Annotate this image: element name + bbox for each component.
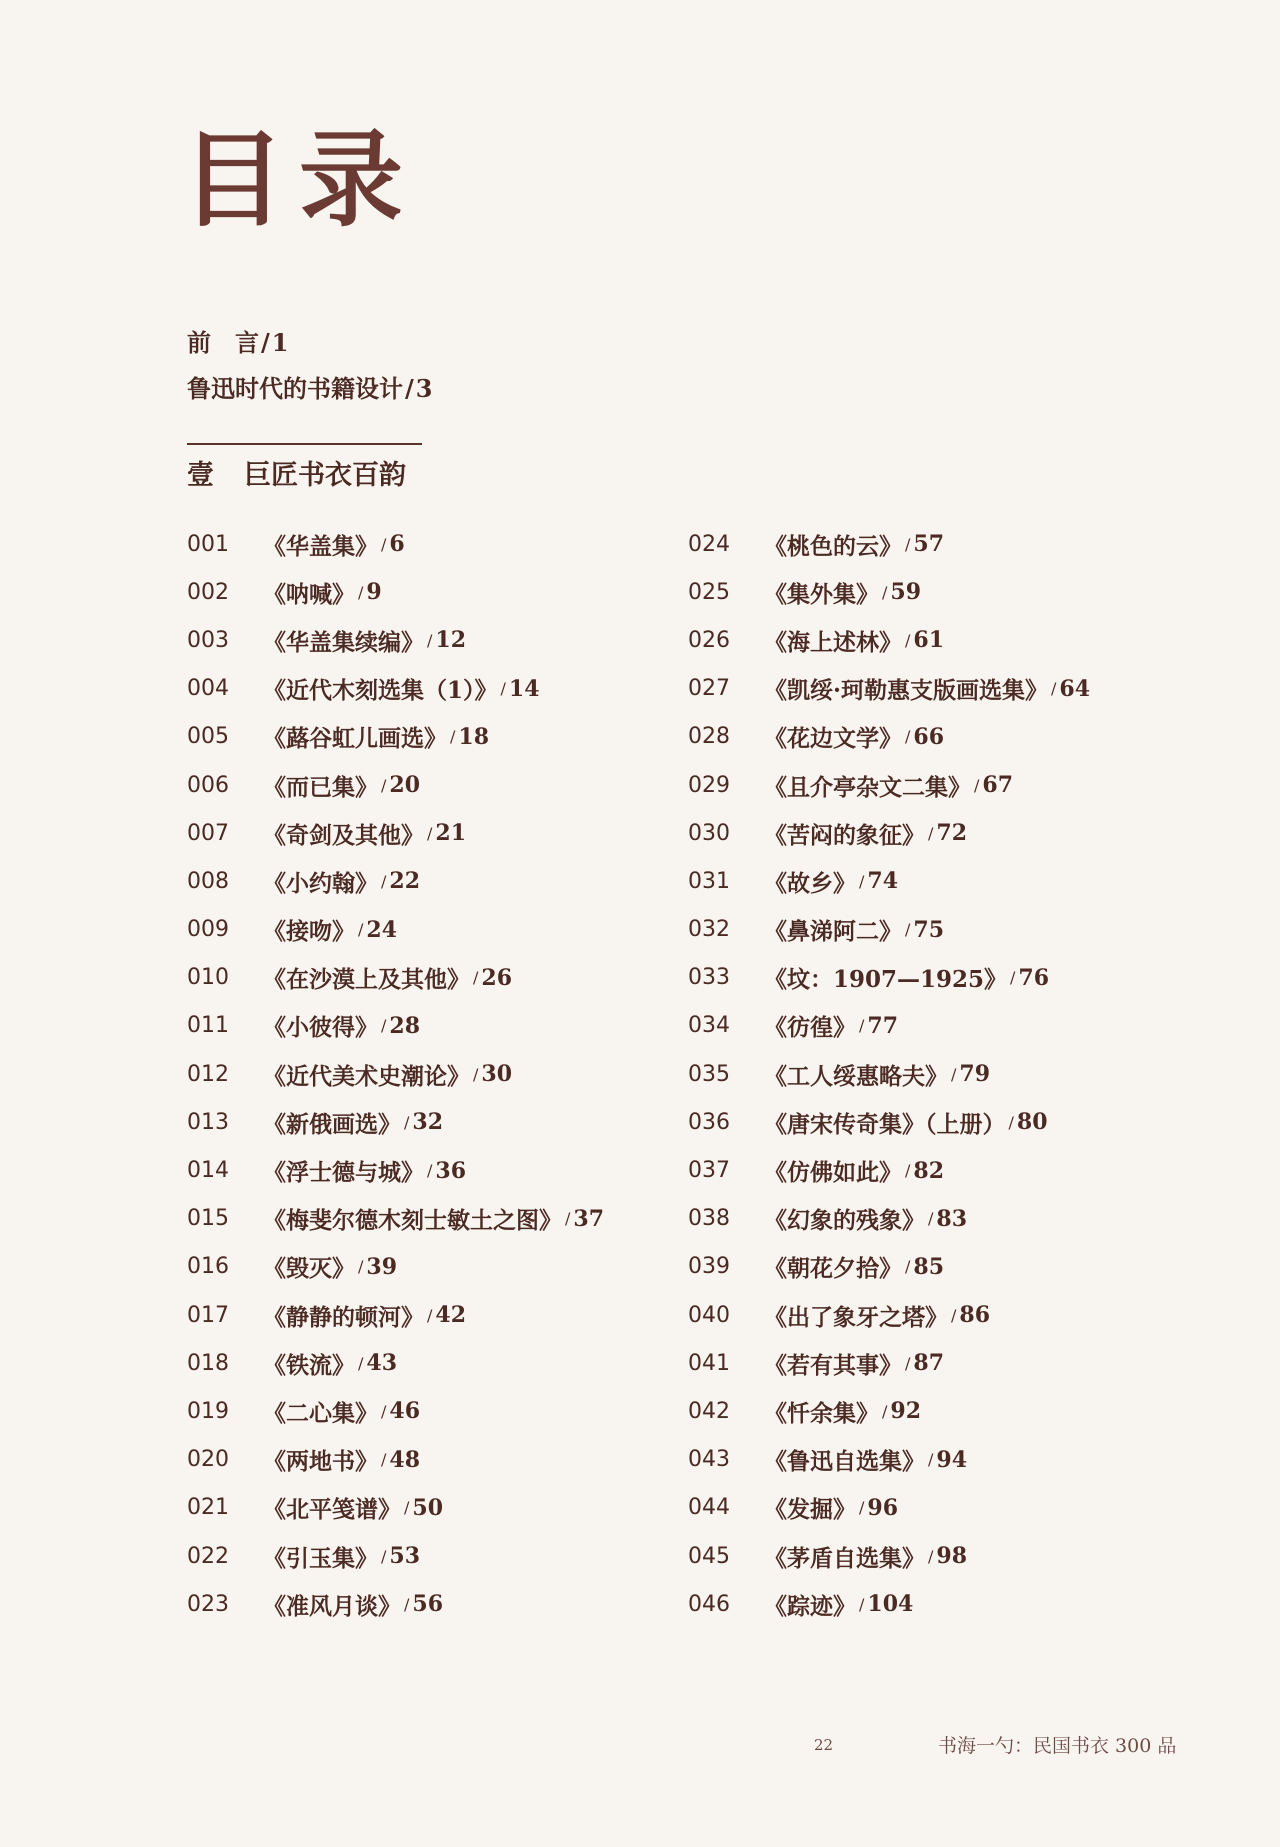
toc-entry[interactable]	[688, 1243, 1208, 1291]
toc-entry-title: 《幻象的残象》	[764, 1207, 925, 1235]
toc-entry-number: 039	[688, 1254, 730, 1280]
toc-entry-title: 《忏余集》	[764, 1399, 879, 1427]
separator: /	[404, 1594, 410, 1614]
toc-entry[interactable]	[187, 1243, 707, 1291]
toc-entry-title: 《出了象牙之塔》	[764, 1303, 948, 1331]
toc-entry-number: 020	[187, 1447, 229, 1473]
toc-entry-page: 104	[867, 1591, 914, 1618]
toc-entry-title: 《且介亭杂文二集》	[764, 773, 971, 801]
toc-entry-number: 028	[688, 724, 730, 750]
toc-entry-title: 《鼻涕阿二》	[764, 918, 902, 946]
toc-entry-number: 003	[187, 627, 229, 653]
toc-entry-page: 94	[936, 1446, 968, 1473]
separator: /	[928, 823, 934, 843]
toc-entry[interactable]	[187, 713, 707, 761]
separator: /	[427, 1161, 433, 1181]
toc-entry-number: 031	[688, 868, 730, 894]
toc-entry-page: 87	[913, 1350, 945, 1377]
toc-entry-number: 007	[187, 820, 229, 846]
toc-entry[interactable]	[187, 954, 707, 1002]
toc-entry-page: 12	[435, 627, 467, 654]
toc-entry-page: 24	[366, 916, 398, 943]
toc-entry-page: 77	[867, 1012, 899, 1039]
toc-entry-page: 96	[867, 1494, 899, 1521]
separator: /	[381, 871, 387, 891]
toc-entry-page: 79	[959, 1061, 991, 1088]
toc-entry[interactable]	[688, 1291, 1208, 1339]
toc-entry-page: 64	[1059, 675, 1091, 702]
toc-entry-page: 85	[913, 1253, 945, 1280]
toc-entry[interactable]	[688, 1387, 1208, 1435]
toc-entry[interactable]	[187, 809, 707, 857]
toc-entry-page: 21	[435, 820, 467, 847]
footer-page-number: 22	[814, 1736, 834, 1754]
separator: /	[381, 1546, 387, 1566]
toc-entry-number: 041	[688, 1350, 730, 1376]
toc-entry[interactable]	[688, 906, 1208, 954]
separator: /	[427, 1305, 433, 1325]
separator: /	[381, 534, 387, 554]
toc-entry-title: 《奇剑及其他》	[263, 821, 424, 849]
toc-entry[interactable]	[688, 568, 1208, 616]
toc-entry[interactable]	[688, 1580, 1208, 1628]
toc-entry[interactable]	[187, 1387, 707, 1435]
toc-entry-page: 6	[389, 531, 405, 558]
toc-entry-title: 《毁灭》	[263, 1255, 355, 1283]
toc-entry-page: 18	[458, 723, 490, 750]
toc-entry-number: 011	[187, 1013, 229, 1039]
toc-entry[interactable]	[187, 1098, 707, 1146]
toc-entry-title: 《引玉集》	[263, 1544, 378, 1572]
toc-entry[interactable]	[688, 857, 1208, 905]
toc-entry-page: 36	[435, 1157, 467, 1184]
separator: /	[859, 1016, 865, 1036]
separator: /	[404, 1498, 410, 1518]
footer-book-title: 书海一勺：民国书衣 300 品	[938, 1735, 1177, 1757]
separator: /	[500, 679, 506, 699]
separator: /	[450, 727, 456, 747]
toc-entry-page: 48	[389, 1446, 421, 1473]
toc-entry-page: 83	[936, 1205, 968, 1232]
toc-entry-title: 《在沙漠上及其他》	[263, 966, 470, 994]
toc-entry-number: 030	[688, 820, 730, 846]
toc-entry[interactable]	[187, 568, 707, 616]
toc-entry-title: 《集外集》	[764, 580, 879, 608]
toc-entry-page: 98	[936, 1543, 968, 1570]
separator: /	[381, 775, 387, 795]
toc-entry-number: 013	[187, 1109, 229, 1135]
toc-entry-page: 80	[1016, 1109, 1048, 1136]
toc-entry-number: 034	[688, 1013, 730, 1039]
toc-entry-page: 74	[867, 868, 899, 895]
toc-entry-page: 53	[389, 1543, 421, 1570]
toc-entry-number: 004	[187, 676, 229, 702]
separator: /	[565, 1209, 571, 1229]
toc-entry[interactable]	[187, 761, 707, 809]
front-matter-label: 鲁迅时代的书籍设计	[187, 374, 403, 403]
section-heading	[187, 458, 406, 494]
toc-entry-page: 57	[913, 531, 945, 558]
separator: /	[473, 1064, 479, 1084]
toc-entry-page: 28	[389, 1012, 421, 1039]
toc-column-left	[187, 520, 707, 1628]
toc-entry-number: 024	[688, 531, 730, 557]
toc-entry-number: 001	[187, 531, 229, 557]
separator: /	[358, 1257, 364, 1277]
toc-entry-number: 046	[688, 1591, 730, 1617]
section-name: 巨匠书衣百韵	[244, 460, 406, 491]
toc-entry-number: 015	[187, 1206, 229, 1232]
toc-entry-title: 《踪迹》	[764, 1592, 856, 1620]
toc-entry[interactable]	[688, 616, 1208, 664]
toc-entry[interactable]	[688, 1002, 1208, 1050]
toc-entry[interactable]	[187, 857, 707, 905]
toc-entry-title: 《唐宋传奇集》（上册）	[764, 1110, 1006, 1138]
toc-entry-title: 《华盖集续编》	[263, 628, 424, 656]
toc-entry-title: 《近代木刻选集（1）》	[263, 677, 498, 705]
toc-entry[interactable]	[187, 1436, 707, 1484]
toc-entry-title: 《凯绥·珂勒惠支版画选集》	[764, 677, 1049, 705]
toc-entry[interactable]	[688, 761, 1208, 809]
separator: /	[473, 968, 479, 988]
toc-entry[interactable]	[187, 1195, 707, 1243]
toc-entry-number: 010	[187, 965, 229, 991]
separator: /	[404, 1112, 410, 1132]
separator: /	[358, 920, 364, 940]
toc-entry-page: 76	[1018, 964, 1050, 991]
separator: /	[882, 1401, 888, 1421]
separator: /	[381, 1401, 387, 1421]
toc-entry[interactable]	[688, 1195, 1208, 1243]
separator: /	[905, 1353, 911, 1373]
front-matter-page: 1	[271, 328, 289, 357]
separator: /	[859, 1498, 865, 1518]
toc-entry-page: 30	[481, 1061, 513, 1088]
toc-entry-title: 《两地书》	[263, 1448, 378, 1476]
toc-entry-number: 037	[688, 1158, 730, 1184]
toc-entry-title: 《呐喊》	[263, 580, 355, 608]
toc-entry[interactable]	[187, 1484, 707, 1532]
front-matter-preface	[187, 327, 288, 359]
toc-entry[interactable]	[187, 906, 707, 954]
separator: /	[427, 823, 433, 843]
toc-entry[interactable]	[688, 1339, 1208, 1387]
toc-entry[interactable]	[688, 665, 1208, 713]
toc-entry-page: 26	[481, 964, 513, 991]
toc-entry-title: 《北平笺谱》	[263, 1496, 401, 1524]
toc-entry-number: 016	[187, 1254, 229, 1280]
toc-entry[interactable]	[187, 1002, 707, 1050]
toc-entry-number: 017	[187, 1302, 229, 1328]
toc-entry-title: 《工人绥惠略夫》	[764, 1062, 948, 1090]
separator: /	[928, 1450, 934, 1470]
toc-entry-page: 72	[936, 820, 968, 847]
toc-entry[interactable]	[688, 713, 1208, 761]
separator: /	[261, 328, 270, 357]
toc-entry-title: 《浮士德与城》	[263, 1159, 424, 1187]
separator: /	[951, 1064, 957, 1084]
toc-entry-page: 46	[389, 1398, 421, 1425]
toc-entry-page: 75	[913, 916, 945, 943]
toc-entry-number: 009	[187, 917, 229, 943]
toc-entry-title: 《桃色的云》	[764, 532, 902, 560]
toc-entry-page: 67	[982, 772, 1014, 799]
toc-entry[interactable]	[688, 1532, 1208, 1580]
toc-entry[interactable]	[187, 1050, 707, 1098]
toc-entry-title: 《梅斐尔德木刻士敏土之图》	[263, 1207, 562, 1235]
separator: /	[1008, 1112, 1014, 1132]
separator: /	[358, 582, 364, 602]
toc-entry-title: 《铁流》	[263, 1351, 355, 1379]
separator: /	[905, 1161, 911, 1181]
toc-entry-title: 《蕗谷虹儿画选》	[263, 725, 447, 753]
toc-entry-number: 036	[688, 1109, 730, 1135]
separator: /	[905, 630, 911, 650]
separator: /	[358, 1353, 364, 1373]
toc-entry[interactable]	[187, 520, 707, 568]
toc-entry-title: 《准风月谈》	[263, 1592, 401, 1620]
toc-entry-title: 《华盖集》	[263, 532, 378, 560]
toc-entry-title: 《接吻》	[263, 918, 355, 946]
toc-entry-number: 023	[187, 1591, 229, 1617]
front-matter-page: 3	[415, 374, 433, 403]
toc-entry-page: 92	[890, 1398, 922, 1425]
separator: /	[1010, 968, 1016, 988]
toc-entry-title: 《小约翰》	[263, 869, 378, 897]
toc-entry-title: 《彷徨》	[764, 1014, 856, 1042]
toc-entry[interactable]	[187, 1291, 707, 1339]
separator: /	[905, 920, 911, 940]
toc-entry[interactable]	[688, 1436, 1208, 1484]
separator: /	[427, 630, 433, 650]
toc-entry-title: 《静静的顿河》	[263, 1303, 424, 1331]
toc-entry-number: 038	[688, 1206, 730, 1232]
toc-entry-page: 61	[913, 627, 945, 654]
separator: /	[381, 1016, 387, 1036]
separator: /	[859, 871, 865, 891]
toc-entry-page: 59	[890, 579, 922, 606]
toc-entry-title: 《近代美术史潮论》	[263, 1062, 470, 1090]
separator: /	[381, 1450, 387, 1470]
front-matter-essay	[187, 373, 432, 405]
separator: /	[928, 1546, 934, 1566]
separator: /	[905, 727, 911, 747]
toc-entry-page: 39	[366, 1253, 398, 1280]
separator: /	[905, 534, 911, 554]
separator: /	[1051, 679, 1057, 699]
separator: /	[859, 1594, 865, 1614]
toc-entry-number: 026	[688, 627, 730, 653]
toc-entry-number: 019	[187, 1398, 229, 1424]
toc-entry-page: 43	[366, 1350, 398, 1377]
toc-entry-number: 033	[688, 965, 730, 991]
section-divider	[187, 443, 422, 445]
toc-entry[interactable]	[688, 1050, 1208, 1098]
toc-entry[interactable]	[187, 1339, 707, 1387]
toc-entry-number: 027	[688, 676, 730, 702]
toc-entry-title: 《坟：1907—1925》	[764, 966, 1008, 994]
toc-entry[interactable]	[187, 1532, 707, 1580]
toc-entry-page: 66	[913, 723, 945, 750]
toc-entry-number: 005	[187, 724, 229, 750]
toc-entry-title: 《仿佛如此》	[764, 1159, 902, 1187]
toc-entry-page: 86	[959, 1302, 991, 1329]
toc-entry[interactable]	[187, 616, 707, 664]
toc-column-right	[688, 520, 1208, 1628]
toc-entry-page: 56	[412, 1591, 444, 1618]
separator: /	[882, 582, 888, 602]
toc-entry-number: 035	[688, 1061, 730, 1087]
toc-entry-number: 025	[688, 579, 730, 605]
toc-entry[interactable]	[688, 954, 1208, 1002]
toc-entry-page: 42	[435, 1302, 467, 1329]
toc-entry-page: 82	[913, 1157, 945, 1184]
toc-entry-page: 9	[366, 579, 382, 606]
toc-entry-number: 021	[187, 1495, 229, 1521]
toc-entry-title: 《新俄画选》	[263, 1110, 401, 1138]
section-number: 壹	[187, 460, 214, 491]
toc-entry-page: 22	[389, 868, 421, 895]
toc-entry-title: 《二心集》	[263, 1399, 378, 1427]
page-title: 目录	[181, 119, 418, 241]
toc-entry-title: 《而已集》	[263, 773, 378, 801]
toc-entry-number: 006	[187, 772, 229, 798]
toc-entry-title: 《若有其事》	[764, 1351, 902, 1379]
toc-entry[interactable]	[688, 1484, 1208, 1532]
toc-entry-number: 022	[187, 1543, 229, 1569]
toc-entry-page: 50	[412, 1494, 444, 1521]
toc-entry-number: 002	[187, 579, 229, 605]
toc-entry-number: 044	[688, 1495, 730, 1521]
toc-entry-title: 《鲁迅自选集》	[764, 1448, 925, 1476]
toc-entry-page: 14	[508, 675, 540, 702]
toc-entry-title: 《茅盾自选集》	[764, 1544, 925, 1572]
toc-entry-title: 《海上述林》	[764, 628, 902, 656]
toc-entry-number: 040	[688, 1302, 730, 1328]
toc-entry-page: 20	[389, 772, 421, 799]
toc-entry-page: 37	[573, 1205, 605, 1232]
separator: /	[974, 775, 980, 795]
toc-entry[interactable]	[688, 809, 1208, 857]
toc-entry[interactable]	[187, 665, 707, 713]
separator: /	[905, 1257, 911, 1277]
toc-entry-title: 《故乡》	[764, 869, 856, 897]
toc-entry-number: 018	[187, 1350, 229, 1376]
toc-entry-title: 《苦闷的象征》	[764, 821, 925, 849]
toc-entry-number: 008	[187, 868, 229, 894]
toc-entry[interactable]	[688, 520, 1208, 568]
toc-entry-number: 043	[688, 1447, 730, 1473]
toc-entry-number: 042	[688, 1398, 730, 1424]
toc-entry[interactable]	[187, 1580, 707, 1628]
toc-entry-title: 《朝花夕拾》	[764, 1255, 902, 1283]
toc-entry-number: 045	[688, 1543, 730, 1569]
toc-entry[interactable]	[187, 1146, 707, 1194]
separator: /	[951, 1305, 957, 1325]
toc-entry-number: 014	[187, 1158, 229, 1184]
separator: /	[405, 374, 414, 403]
toc-entry-title: 《发掘》	[764, 1496, 856, 1524]
toc-entry-number: 032	[688, 917, 730, 943]
separator: /	[928, 1209, 934, 1229]
toc-entry-title: 《花边文学》	[764, 725, 902, 753]
toc-entry-number: 029	[688, 772, 730, 798]
toc-entry-number: 012	[187, 1061, 229, 1087]
toc-entry-title: 《小彼得》	[263, 1014, 378, 1042]
toc-entry[interactable]	[688, 1098, 1208, 1146]
toc-entry-page: 32	[412, 1109, 444, 1136]
front-matter-label: 前 言	[187, 328, 259, 357]
toc-entry[interactable]	[688, 1146, 1208, 1194]
